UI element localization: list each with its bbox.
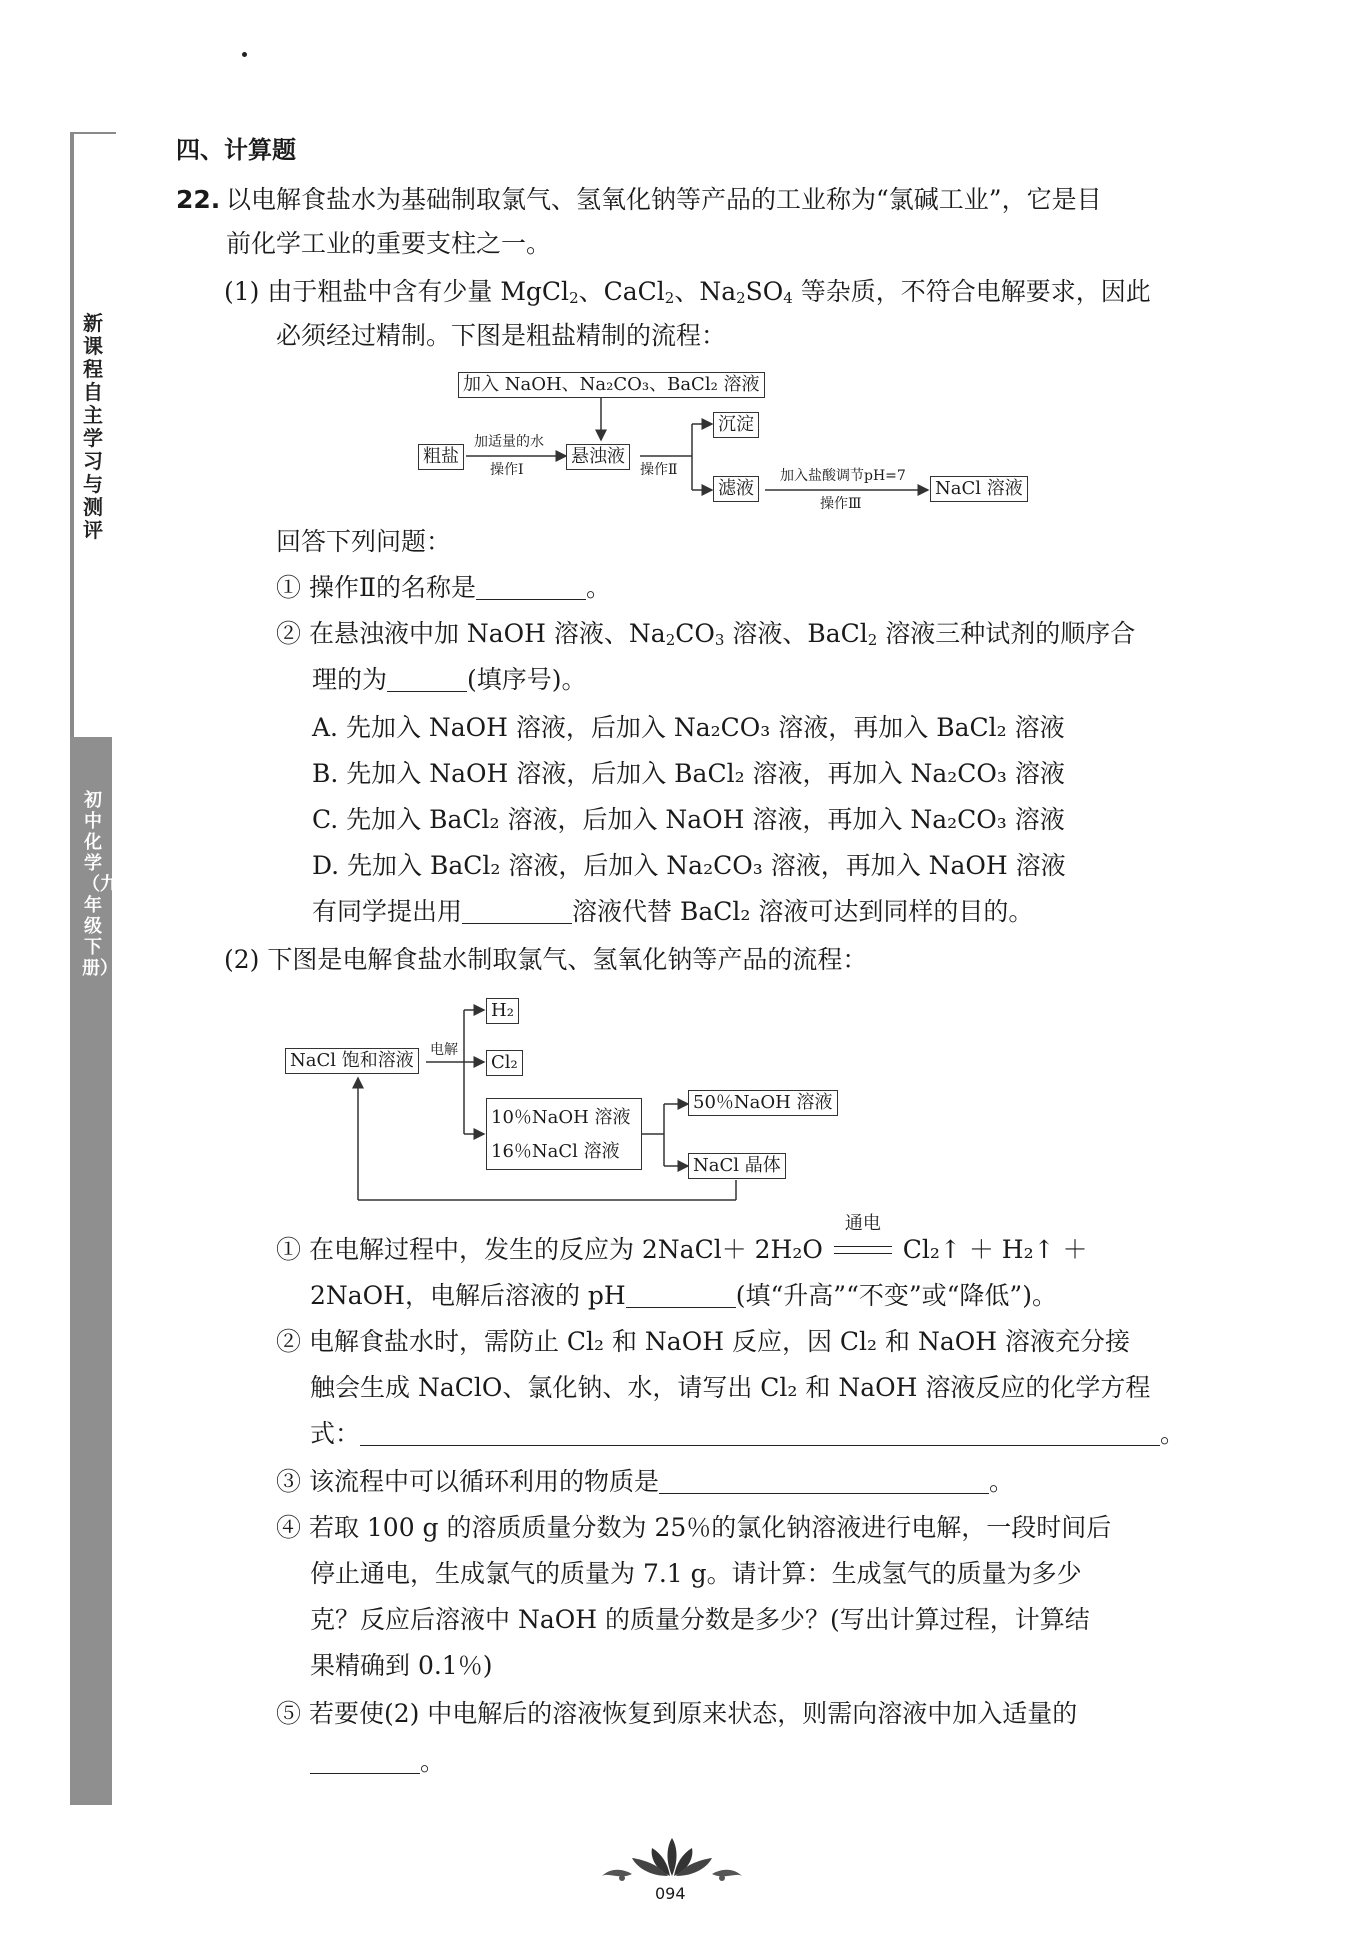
part2-q1-a: ① 在电解过程中，发生的反应为 2NaCl＋ 2H₂O — [276, 1235, 823, 1264]
part1-q2-b: CO — [675, 619, 715, 648]
flow2-electrolysis-label: 电解 — [430, 1042, 458, 1058]
flow2-naoh10: 10％NaOH 溶液 — [491, 1107, 631, 1128]
part1-text-b: 、CaCl — [578, 277, 665, 306]
part2-q3-text: ③ 该流程中可以循环利用的物质是 — [276, 1467, 659, 1496]
page-number: 094 — [655, 1884, 686, 1903]
part2-q1-line1 — [276, 1213, 1088, 1266]
part1-q1-text: ① 操作Ⅱ的名称是 — [276, 573, 476, 602]
part1-q2-d: 溶液三种试剂的顺序合 — [877, 619, 1136, 648]
part2-q1-b: Cl₂↑ ＋ H₂↑ ＋ — [902, 1235, 1088, 1264]
option-b: B. 先加入 NaOH 溶液，后加入 BaCl₂ 溶液，再加入 Na₂CO₃ 溶液 — [312, 759, 1065, 788]
reaction-condition — [831, 1213, 895, 1266]
flow1-nacl-solution-box: NaCl 溶液 — [930, 476, 1028, 502]
part1-text-a: 由于粗盐中含有少量 MgCl — [267, 277, 570, 306]
part2-q5-end: 。 — [420, 1747, 446, 1776]
part2-q2-line3-text: 式： — [310, 1419, 361, 1448]
flow2-mixture-box — [486, 1098, 642, 1170]
flow1-crude-salt-box: 粗盐 — [418, 444, 464, 470]
part2-q4-line2: 停止通电，生成氯气的质量为 7.1 g。请计算：生成氢气的质量为多少 — [310, 1559, 1082, 1588]
question-number: 22. — [176, 185, 221, 214]
part2-q3 — [276, 1466, 1014, 1498]
flow2-nacl16: 16％NaCl 溶液 — [491, 1141, 620, 1162]
flow1-op2-label: 操作Ⅱ — [640, 462, 678, 478]
flow2-saturated-box: NaCl 饱和溶液 — [285, 1048, 419, 1074]
part2-q2-line1: ② 电解食盐水时，需防止 Cl₂ 和 NaOH 反应，因 Cl₂ 和 NaOH 溶液充分接 — [276, 1327, 1130, 1356]
flow2-nacl-crystal-box: NaCl 晶体 — [688, 1153, 786, 1179]
part2-intro: 下图是电解食盐水制取氯气、氢氧化钠等产品的流程： — [267, 945, 868, 974]
part2-q4-line4: 果精确到 0.1％) — [310, 1651, 493, 1680]
part2-q4-line1: ④ 若取 100 g 的溶质质量分数为 25％的氯化钠溶液进行电解，一段时间后 — [276, 1513, 1112, 1542]
part1-substitute-b: 溶液代替 BaCl₂ 溶液可达到同样的目的。 — [572, 897, 1034, 926]
flow1-precipitate-box: 沉淀 — [713, 412, 759, 438]
part1-text-d: SO — [745, 277, 784, 306]
part2-q2-line3 — [310, 1418, 1185, 1450]
part1-label: (1) — [224, 277, 260, 306]
part1-q2-a: ② 在悬浊液中加 NaOH 溶液、Na — [276, 619, 666, 648]
part2-q2-answer-blank[interactable] — [360, 1423, 1160, 1446]
part1-q2-line1: ② 在悬浊液中加 NaOH 溶液、$Na_2CO_3$ 溶液、BaCl$_2$ 溶液三种试剂的顺序合 — [276, 619, 1136, 649]
option-a: A. 先加入 NaOH 溶液，后加入 Na₂CO₃ 溶液，再加入 BaCl₂ 溶液 — [312, 713, 1065, 742]
part2-label: (2) — [224, 945, 260, 974]
flow1-adjust-ph-label: 加入盐酸调节pH=7 — [780, 468, 906, 484]
part2-q5-answer-blank[interactable] — [310, 1751, 420, 1774]
question-intro-1: 以电解食盐水为基础制取氯气、氢氧化钠等产品的工业称为“氯碱工业”，它是目 — [226, 185, 1102, 214]
sidebar-book-title: 新课程自主学习与测评 — [83, 311, 103, 542]
flow2-cl2-box: Cl₂ — [486, 1050, 523, 1076]
part1-q2-line2b: (填序号)。 — [467, 665, 587, 694]
part2-q1-line2b: (填“升高”“不变”或“降低”)。 — [735, 1281, 1057, 1310]
part1-text-e: 等杂质，不符合电解要求，因此 — [792, 277, 1151, 306]
flow1-suspension-box: 悬浊液 — [566, 444, 630, 470]
part2-q5-line2 — [310, 1746, 445, 1778]
flow1-reagents-box: 加入 NaOH、Na₂CO₃、BaCl₂ 溶液 — [458, 372, 765, 398]
question-intro-2: 前化学工业的重要支柱之一。 — [226, 229, 552, 258]
flow1-add-water-label: 加适量的水 — [474, 434, 544, 450]
part2-q1-line2 — [310, 1280, 1057, 1312]
part2-q2-end: 。 — [1160, 1419, 1186, 1448]
part1-text-c: 、Na — [674, 277, 737, 306]
footer-ornament-icon — [592, 1832, 752, 1884]
part2-q3-answer-blank[interactable] — [659, 1471, 989, 1494]
reaction-condition-label: 通电 — [844, 1213, 881, 1234]
part2-q5-line1: ⑤ 若要使(2) 中电解后的溶液恢复到原来状态，则需向溶液中加入适量的 — [276, 1699, 1078, 1728]
flow2-h2-box: H₂ — [486, 998, 519, 1024]
part1-q2-line2a: 理的为 — [312, 665, 388, 694]
part1-text-line1: (1) 由于粗盐中含有少量 MgCl$_2$、CaCl$_2$、$Na_2SO_4$ 等杂质，不符合电解要求，因此 — [224, 277, 1151, 307]
part1-text-line2: 必须经过精制。下图是粗盐精制的流程： — [276, 321, 727, 350]
flow1-op3-label: 操作Ⅲ — [820, 496, 862, 512]
flow1-op1-label: 操作Ⅰ — [490, 462, 524, 478]
part2-q2-line2: 触会生成 NaClO、氯化钠、水，请写出 Cl₂ 和 NaOH 溶液反应的化学方程 — [310, 1373, 1151, 1402]
part1-q1-end: 。 — [585, 573, 611, 602]
part2-q1-line2a: 2NaOH，电解后溶液的 pH — [310, 1281, 626, 1310]
part2-q3-end: 。 — [988, 1467, 1014, 1496]
part2-q4-line3: 克？反应后溶液中 NaOH 的质量分数是多少？(写出计算过程，计算结 — [310, 1605, 1090, 1634]
sidebar-subject: 初中化学（九年级下册） — [82, 790, 118, 979]
part1-q2-c: 溶液、BaCl — [724, 619, 868, 648]
option-d: D. 先加入 BaCl₂ 溶液，后加入 Na₂CO₃ 溶液，再加入 NaOH 溶液 — [312, 851, 1066, 880]
option-c: C. 先加入 BaCl₂ 溶液，后加入 NaOH 溶液，再加入 Na₂CO₃ 溶液 — [312, 805, 1065, 834]
flow1-filtrate-box: 滤液 — [713, 476, 759, 502]
part1-answer-prompt: 回答下列问题： — [276, 527, 452, 556]
part1-substitute-a: 有同学提出用 — [312, 897, 463, 926]
flow2-naoh50-box: 50％NaOH 溶液 — [688, 1090, 838, 1116]
part2-q1-answer-blank[interactable] — [626, 1285, 736, 1308]
section-title: 四、计算题 — [176, 136, 296, 164]
